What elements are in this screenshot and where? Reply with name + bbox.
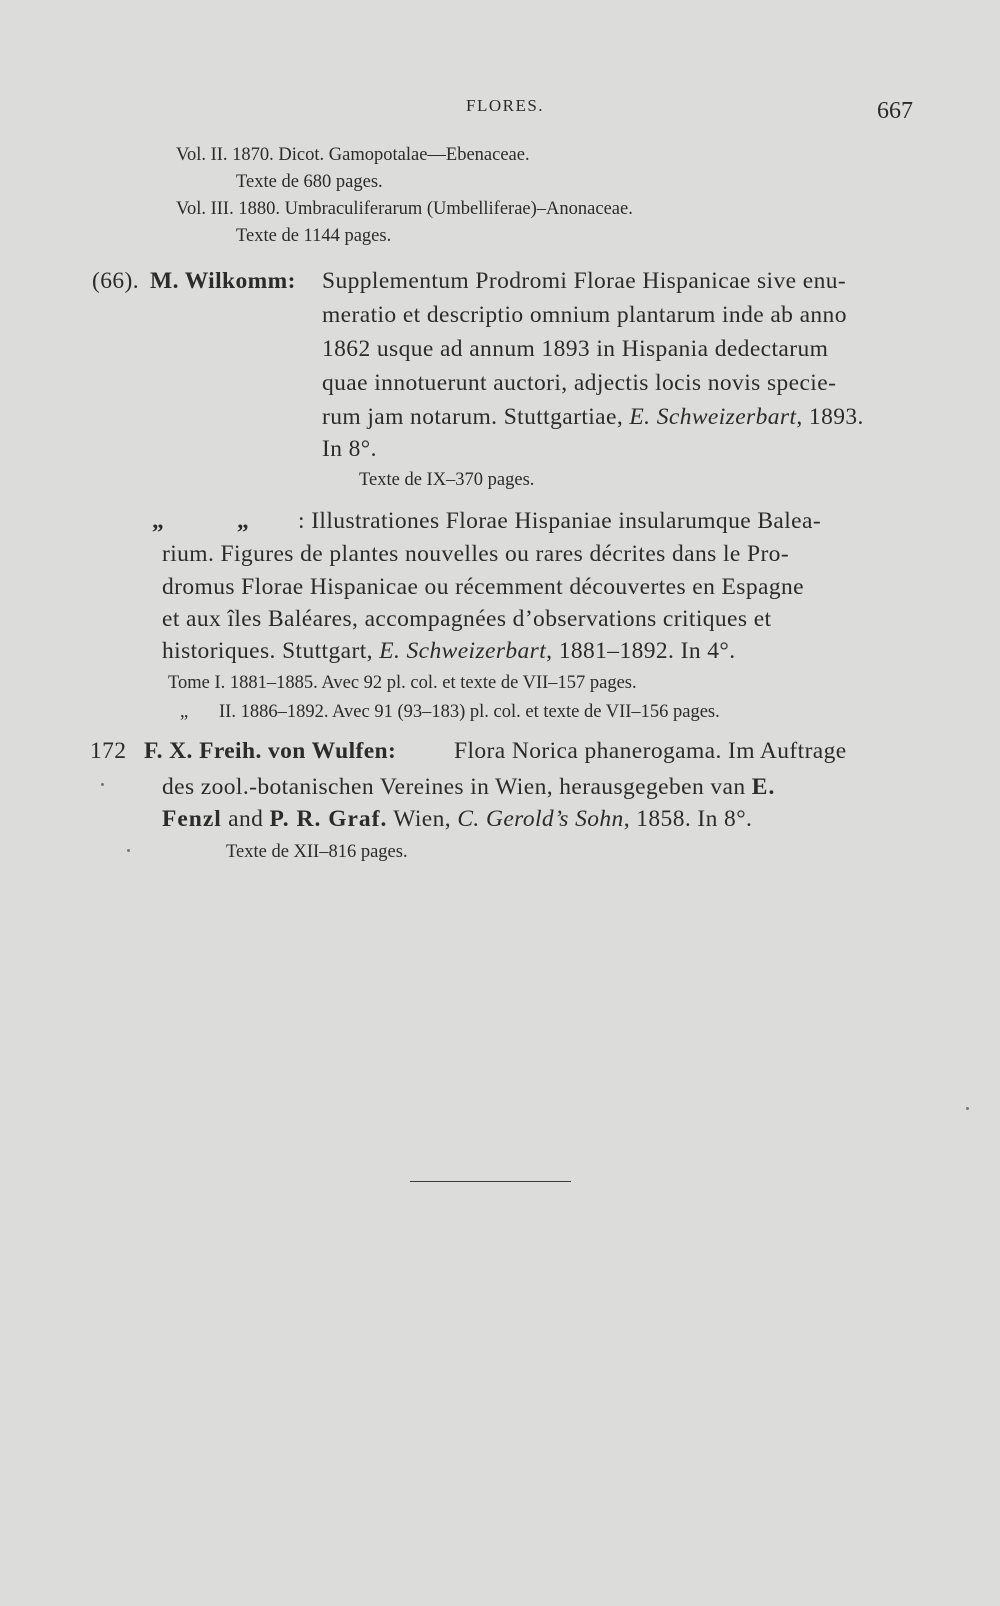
entry66b-line5-tail: , 1881–1892. In 4°. <box>546 638 736 664</box>
entry172-and: and <box>228 806 264 832</box>
entry66b-line5 <box>162 638 735 665</box>
page-speck <box>101 783 104 786</box>
entry172-line1: Flora Norica phanerogama. Im Auftrage <box>454 738 847 764</box>
entry172-number: 172 <box>90 738 127 764</box>
ditto-mark-1: „ <box>152 508 165 534</box>
tome2-ditto: „ <box>180 702 189 722</box>
entry66-pages: Texte de IX–370 pages. <box>359 470 535 490</box>
entry66-line5-text: rum jam notarum. Stuttgartiae, <box>322 404 624 430</box>
vol2-pages: Texte de 680 pages. <box>236 172 383 192</box>
page-number: 667 <box>877 98 913 124</box>
tome2-line: II. 1886–1892. Avec 91 (93–183) pl. col. et texte de VII–156 pages. <box>219 702 720 722</box>
vol3-line: Vol. III. 1880. Umbraculiferarum (Umbelliferae)–Anonaceae. <box>176 199 633 219</box>
entry172-line3 <box>162 806 752 833</box>
running-title: FLORES. <box>466 96 545 115</box>
entry66b-publisher: E. Schweizerbart <box>379 638 547 664</box>
page-speck <box>127 849 130 852</box>
entry66b-line2: rium. Figures de plantes nouvelles ou rares décrites dans le Pro- <box>162 541 790 567</box>
entry172-line3-tail: , 1858. In 8°. <box>623 806 753 832</box>
entry66-format: In 8°. <box>322 436 377 462</box>
entry66-line5 <box>322 404 864 431</box>
entry172-publisher: C. Gerold’s Sohn <box>457 806 624 832</box>
tome1-line: Tome I. 1881–1885. Avec 92 pl. col. et texte de VII–157 pages. <box>168 673 637 693</box>
vol2-line: Vol. II. 1870. Dicot. Gamopotalae—Ebenaceae. <box>176 145 530 165</box>
entry66b-line3: dromus Florae Hispanicae ou récemment découvertes en Espagne <box>162 574 804 600</box>
entry172-editor-initial: E. <box>751 774 776 800</box>
entry66-line4: quae innotuerunt auctori, adjectis locis novis specie- <box>322 370 837 396</box>
entry66b-line1: : Illustrationes Florae Hispaniae insularumque Balea- <box>298 508 822 534</box>
entry66-author: M. Wilkomm: <box>150 268 296 294</box>
entry66-number: (66). <box>92 268 140 294</box>
entry172-editor-name: Fenzl <box>162 806 222 832</box>
entry172-coeditor: P. R. Graf. <box>269 806 388 832</box>
entry66-line3: 1862 usque ad annum 1893 in Hispania dedectarum <box>322 336 829 362</box>
entry172-line2-text: des zool.-botanischen Vereines in Wien, herausgegeben van <box>162 774 746 800</box>
entry172-line2 <box>162 774 775 801</box>
entry66-line1: Supplementum Prodromi Florae Hispanicae sive enu- <box>322 268 847 294</box>
entry172-pages: Texte de XII–816 pages. <box>226 842 408 862</box>
end-rule <box>410 1181 571 1182</box>
ditto-mark-2: „ <box>237 508 250 534</box>
entry66-line2: meratio et descriptio omnium plantarum inde ab anno <box>322 302 847 328</box>
entry66b-line5-text: historiques. Stuttgart, <box>162 638 373 664</box>
page-speck <box>966 1107 969 1110</box>
entry66-line5-tail: , 1893. <box>796 404 864 430</box>
entry66-publisher: E. Schweizerbart <box>629 404 797 430</box>
vol3-pages: Texte de 1144 pages. <box>236 226 392 246</box>
entry66b-line4: et aux îles Baléares, accompagnées d’observations critiques et <box>162 606 772 632</box>
entry172-place: Wien, <box>393 806 452 832</box>
entry172-author: F. X. Freih. von Wulfen: <box>144 738 397 764</box>
